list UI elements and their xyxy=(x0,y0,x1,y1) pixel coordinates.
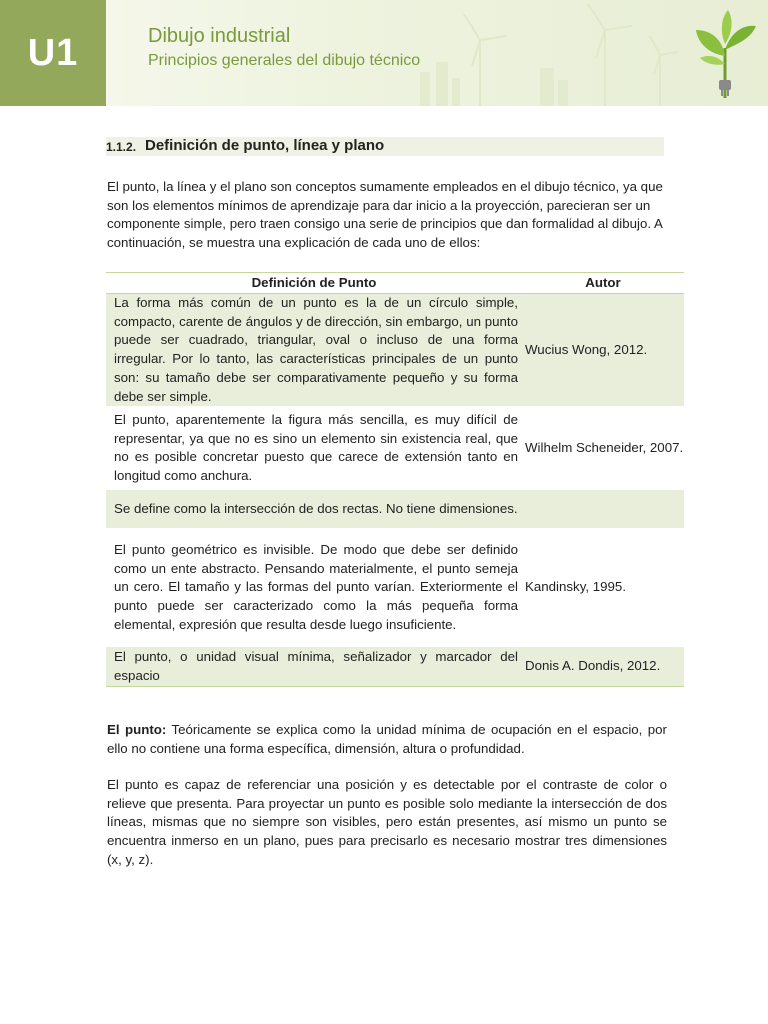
intro-paragraph: El punto, la línea y el plano son conceptos sumamente empleados en el dibujo técnico, ya que son los elementos mínimos de aprendizaje para dar inicio a la proyección, parecieran ser un componente simple, pero traen consigo una serie de principios que dan formalidad al dibujo. A continuación, se muestra una explicación de cada uno de ellos: xyxy=(107,179,663,251)
definition-cell: Se define como la intersección de dos rectas. No tiene dimensiones. xyxy=(106,490,522,528)
table-row xyxy=(106,406,684,490)
unit-label: U1 xyxy=(27,31,79,74)
author-cell: Wucius Wong, 2012. xyxy=(522,294,684,407)
table-row xyxy=(106,490,684,528)
unit-badge xyxy=(0,0,106,106)
section-title: Definición de punto, línea y plano xyxy=(145,137,385,154)
definition-cell: El punto, o unidad visual mínima, señalizador y marcador del espacio xyxy=(106,647,522,687)
page-header xyxy=(0,0,768,106)
header-author: Autor xyxy=(522,273,684,294)
plant-sprout-icon xyxy=(690,8,760,100)
punto-lead: El punto: xyxy=(107,722,167,737)
header-definition: Definición de Punto xyxy=(106,273,522,294)
closing-paragraph: El punto es capaz de referenciar una posición y es detectable por el contraste de color o relieve que presenta. Para proyectar un punto es posible solo mediante la intersección de dos líneas, mismas que no siempre son visibles, pero están presentes, así mismo un punto se encuentra inmerso en un plano, pues para precisarlo es necesario mostrar tres dimensiones (x, y, z). xyxy=(107,777,667,867)
definitions-table xyxy=(106,272,684,687)
punto-paragraph xyxy=(107,721,667,758)
author-cell: Kandinsky, 1995. xyxy=(525,579,627,595)
table-row xyxy=(106,294,684,407)
section-heading xyxy=(106,137,664,156)
author-cell: Wilhelm Scheneider, 2007. xyxy=(525,439,684,455)
definition-cell: La forma más común de un punto es la de un círculo simple, compacto, carente de ángulos y de dirección, sin embargo, un punto puede ser cuadrado, triangular, oval o incluso de una forma irregular. Por lo tanto, las características principales de un punto son: su tamaño debe ser comparativamente pequeño y su forma debe ser simple. xyxy=(106,294,522,407)
course-subtitle: Principios generales del dibujo técnico xyxy=(148,52,421,69)
table-header-row xyxy=(106,273,684,294)
table-row xyxy=(106,647,684,687)
author-cell: Donis A. Dondis, 2012. xyxy=(522,647,684,687)
definition-cell: El punto geométrico es invisible. De modo que debe ser definido como un ente abstracto. Pensando materialmente, el punto semeja un cero. El tamaño y las formas del punto varían. Exteriormente el punto puede ser caracterizado como la más pequeña forma elemental, expresión que resulta desde luego insuficiente. xyxy=(114,541,518,632)
table-row xyxy=(106,528,684,647)
course-title: Dibujo industrial xyxy=(148,25,291,47)
author-cell xyxy=(522,490,684,528)
section-number: 1.1.2. xyxy=(106,140,137,154)
definition-cell: El punto, aparentemente la figura más sencilla, es muy difícil de representar, ya que no es sino un elemento sin existencia real, que no es posible concretar puesto que carece de extensión tanto en longitud como anchura. xyxy=(114,411,518,483)
punto-text: Teóricamente se explica como la unidad mínima de ocupación en el espacio, por ello no contiene una forma específica, dimensión, altura o profundidad. xyxy=(107,722,667,756)
